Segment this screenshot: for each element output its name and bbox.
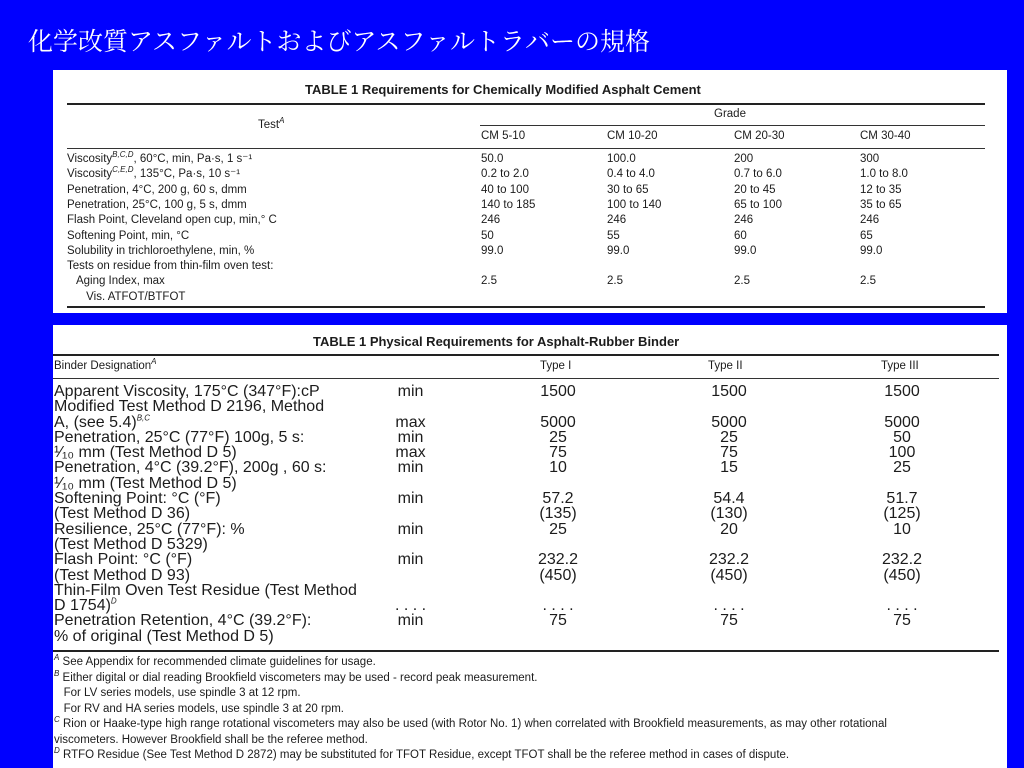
table1-cell: 300 (860, 153, 880, 165)
table2-limit-cell: min (397, 520, 424, 538)
table1-cell: 200 (734, 153, 754, 165)
table2-footnote: $^A$ See Appendix for recommended climate guidelines for usage. (54, 653, 376, 668)
table2-type-i-cell: (450) (539, 566, 577, 584)
table1-grade-cm5-10: CM 5-10 (481, 130, 526, 142)
table2-limit-cell: max (395, 413, 426, 431)
table1-cell: 140 to 185 (481, 198, 536, 211)
table2-label-line: Apparent Viscosity, 175°C (347°F):cP (54, 383, 320, 400)
table2-type-iii-cell (867, 475, 937, 490)
table1-row-label: Aging Index, max (67, 275, 165, 288)
table2-type-iii-cell: (450) (883, 566, 921, 584)
table2-type-ii-cell: 75 (720, 612, 738, 630)
table1-cell: 60 (734, 229, 747, 242)
table1-cell: 246 (734, 214, 754, 227)
table2-limit-cell (383, 475, 438, 490)
table2-label-line: Resilience, 25°C (77°F): % (54, 520, 245, 538)
table2-type-i-cell: 57.2 (542, 490, 574, 508)
table2-limit-cell: min (397, 459, 424, 477)
table2-label-line: Flash Point: °C (°F) (54, 551, 193, 569)
table1-grade-header: Grade (714, 108, 746, 120)
table2-limit-cell: min (397, 551, 424, 569)
table1-grade-cm20-30: CM 20-30 (734, 130, 785, 142)
table2-footnote: $^B$ Either digital or dial reading Brookfield viscometers may be used - record peak measurement. (54, 668, 538, 684)
table2-limit-column (383, 383, 438, 643)
table2-type-i-cell: 10 (549, 459, 567, 477)
table2-type-iii-cell (867, 628, 937, 643)
table1-header-rule (67, 148, 985, 149)
table2-limit-cell (383, 398, 438, 413)
table1-cell: 1.0 to 8.0 (860, 168, 908, 181)
table1-row-label: Penetration, 4°C, 200 g, 60 s, dmm (67, 183, 247, 196)
table2-type-i-cell: . . . . (542, 597, 574, 615)
table2-type-iii-cell: 1500 (884, 383, 920, 400)
table1-cell: 50.0 (481, 153, 504, 165)
table1-cell: 50 (481, 229, 494, 242)
table1-cell: 2.5 (734, 275, 750, 288)
table2-label-line: Penetration, 4°C (39.2°F), 200g , 60 s: (54, 459, 327, 477)
table2-type-iii-cell: 10 (893, 520, 911, 538)
table1-grade-cm30-40: CM 30-40 (860, 130, 911, 142)
table1-cell: 12 to 35 (860, 183, 902, 196)
table2-type-i-header: Type I (540, 360, 572, 372)
table1-top-rule (67, 103, 985, 105)
table2-footnote: $^C$ Rion or Haake-type high range rotational viscometers may also be used (with Rotor No. 1) when correlated with Brookfield measurements, as may other rotational (54, 715, 887, 730)
table1-grade-cm10-20: CM 10-20 (607, 130, 658, 142)
table2-limit-cell (383, 628, 438, 643)
table2-type-ii-cell: (450) (710, 566, 748, 584)
table2-label-line: % of original (Test Method D 5) (54, 627, 274, 645)
table1-bottom-rule (67, 306, 985, 308)
table2-type-i-cell: 25 (549, 428, 567, 446)
table2-type-i-cell: 75 (549, 444, 567, 462)
table2-limit-cell (383, 536, 438, 551)
table1-row-label: Viscosity$^{B,C,D}$, 60°C, min, Pa·s, 1 s⁻¹ (67, 150, 253, 165)
table2-type-iii-header: Type III (881, 360, 919, 372)
table2-type-iii-cell: 25 (893, 459, 911, 477)
table1-cell: 20 to 45 (734, 183, 776, 196)
table2-footnote: For RV and HA series models, use spindle 3 at 20 rpm. (54, 702, 344, 715)
table2-type-ii-cell: 15 (720, 459, 738, 477)
table1-cell: 40 to 100 (481, 183, 529, 196)
table2-bottom-rule (53, 650, 999, 652)
table1-cell: 2.5 (607, 275, 623, 288)
table2-top-rule (53, 354, 999, 356)
table1-cell: 99.0 (607, 244, 630, 257)
table1-row-label: Vis. ATFOT/BTFOT (67, 290, 186, 303)
table2-limit-cell: max (395, 444, 426, 462)
table1-cell: 99.0 (481, 244, 504, 257)
asphalt-rubber-binder-table (53, 325, 1007, 768)
table2-type-i-cell: 1500 (540, 383, 576, 400)
table2-type-ii-cell: 75 (720, 444, 738, 462)
table2-label-line: Thin-Film Oven Test Residue (Test Method (54, 581, 357, 599)
table2-type-ii-cell: 25 (720, 428, 738, 446)
table2-type-iii-column (867, 383, 937, 643)
table2-limit-cell: min (397, 490, 424, 508)
table1-cell: 0.2 to 2.0 (481, 168, 529, 181)
table1-cell: 35 to 65 (860, 198, 902, 211)
table2-limit-cell: min (397, 383, 424, 400)
table2-type-ii-cell (694, 536, 764, 551)
table2-type-i-cell: 5000 (540, 413, 576, 431)
table1-cell: 2.5 (481, 275, 497, 288)
table2-type-iii-cell: 5000 (884, 413, 920, 431)
table2-type-iii-cell: . . . . (886, 597, 918, 615)
table2-label-line: (Test Method D 93) (54, 566, 191, 584)
table1-row-label: Tests on residue from thin-film oven test: (67, 260, 274, 273)
table1-cell: 55 (607, 229, 620, 242)
table1-row-label: Softening Point, min, °C (67, 229, 190, 242)
table1-cell: 65 to 100 (734, 198, 782, 211)
table2-type-ii-cell: 54.4 (713, 490, 745, 508)
table2-type-ii-cell: (130) (710, 505, 748, 523)
table2-type-i-cell: 25 (549, 520, 567, 538)
table2-header-rule (53, 378, 999, 379)
table2-type-i-cell: 75 (549, 612, 567, 630)
table2-label-line: D 1754)$^D$ (54, 596, 117, 615)
table1-cell: 65 (860, 229, 873, 242)
table1-cell: 0.7 to 6.0 (734, 168, 782, 181)
table2-designation-header: Binder Designation$^A$ (54, 357, 157, 372)
table2-type-ii-cell: 232.2 (708, 551, 750, 569)
table2-type-ii-header: Type II (708, 360, 743, 372)
table1-cell: 30 to 65 (607, 183, 649, 196)
table2-label-line: Softening Point: °C (°F) (54, 490, 221, 508)
table2-footnote: viscometers. However Brookfield shall be the referee method. (54, 733, 368, 746)
table1-row-label: Penetration, 25°C, 100 g, 5 s, dmm (67, 198, 247, 211)
table2-type-i-cell (523, 475, 593, 490)
table2-type-iii-cell: 75 (893, 612, 911, 630)
table2-limit-cell: min (397, 428, 424, 446)
table2-type-ii-cell (694, 628, 764, 643)
table1-row-label: Viscosity$^{C,E,D}$, 135°C, Pa·s, 10 s⁻¹ (67, 165, 241, 181)
table2-type-i-cell (523, 582, 593, 597)
table2-label-line: (Test Method D 5329) (54, 535, 208, 553)
table1-grade-rule (480, 125, 985, 126)
table2-label-line: ¹⁄₁₀ mm (Test Method D 5) (54, 474, 237, 492)
table2-type-i-column (523, 383, 593, 643)
table2-type-i-cell (523, 398, 593, 413)
table2-type-iii-cell: 232.2 (881, 551, 923, 569)
table2-label-line: ¹⁄₁₀ mm (Test Method D 5) (54, 444, 237, 462)
table2-type-ii-cell (694, 398, 764, 413)
table2-limit-cell: . . . . (394, 597, 427, 615)
table1-cell: 246 (860, 214, 880, 227)
table2-limit-cell: min (397, 612, 424, 630)
table2-type-iii-cell: 51.7 (886, 490, 918, 508)
table1-cell: 99.0 (734, 244, 757, 257)
table2-type-iii-cell (867, 536, 937, 551)
table2-type-ii-cell (694, 475, 764, 490)
table1-cell: 0.4 to 4.0 (607, 168, 655, 181)
table1-cell: 99.0 (860, 244, 883, 257)
table2-label-line: Modified Test Method D 2196, Method (54, 398, 325, 416)
table1-cell: 246 (481, 214, 501, 227)
table1-cell: 100.0 (607, 153, 636, 165)
table2-type-iii-cell (867, 398, 937, 413)
chemically-modified-asphalt-table (53, 70, 1007, 313)
table2-footnote: $^D$ RTFO Residue (See Test Method D 2872) may be substituted for TFOT Residue, except TFOT shall be the referee method in cases of dispute. (54, 746, 790, 761)
table2-type-ii-cell: 1500 (711, 383, 747, 400)
table1-row-label: Solubility in trichloroethylene, min, % (67, 244, 255, 257)
table2-footnotes (54, 655, 887, 764)
table2-type-ii-column (694, 383, 764, 643)
table2-type-iii-cell (867, 582, 937, 597)
table2-type-i-cell (523, 628, 593, 643)
table2-type-i-cell: 232.2 (537, 551, 579, 569)
table2-type-ii-cell: . . . . (713, 597, 745, 615)
table2-limit-cell (383, 582, 438, 597)
table2-limit-cell (383, 567, 438, 582)
table2-label-line: (Test Method D 36) (54, 505, 191, 523)
table1-row-label: Flash Point, Cleveland open cup, min,° C (67, 214, 277, 227)
table2-footnote: For LV series models, use spindle 3 at 12 rpm. (54, 687, 301, 699)
table2-type-ii-cell: 5000 (711, 413, 747, 431)
table1-test-header: Test$^A$ (258, 116, 285, 131)
table2-limit-cell (383, 505, 438, 520)
table1-cell: 100 to 140 (607, 198, 662, 211)
table2-type-ii-cell (694, 582, 764, 597)
table1-cell: 2.5 (860, 275, 876, 288)
table2-type-iii-cell: 50 (893, 428, 911, 446)
table2-title: TABLE 1 Physical Requirements for Asphalt-Rubber Binder (313, 334, 680, 349)
slide-title: 化学改質アスファルトおよびアスファルトラバーの規格 (28, 27, 651, 56)
table2-label-line: A, (see 5.4)$^{B,C}$ (54, 413, 151, 431)
table2-label-column (54, 383, 357, 643)
table2-type-iii-cell: 100 (888, 444, 916, 462)
table2-type-i-cell: (135) (539, 505, 577, 523)
table1-cell: 246 (607, 214, 627, 227)
table2-label-line: Penetration, 25°C (77°F) 100g, 5 s: (54, 428, 305, 446)
table2-label-line: Penetration Retention, 4°C (39.2°F): (54, 612, 312, 630)
table2-type-i-cell (523, 536, 593, 551)
table2-type-ii-cell: 20 (720, 520, 738, 538)
table2-type-iii-cell: (125) (883, 505, 921, 523)
table1-title: TABLE 1 Requirements for Chemically Modified Asphalt Cement (305, 82, 701, 97)
